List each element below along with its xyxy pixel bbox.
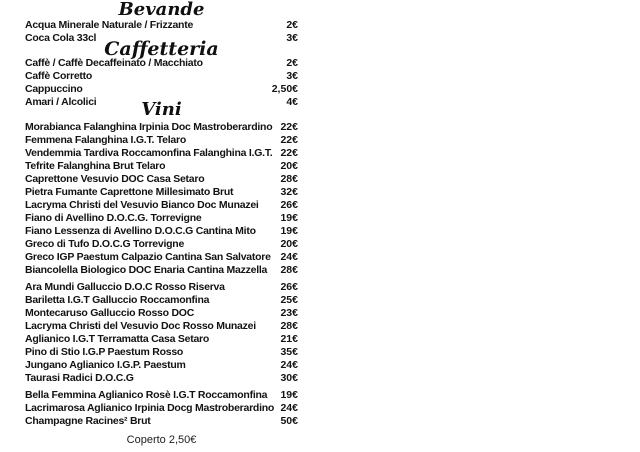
- item-name: Fiano di Avellino D.O.C.G. Torrevigne: [25, 212, 202, 224]
- item-price: 28€: [280, 173, 298, 185]
- menu-item-row: [25, 134, 298, 147]
- item-price: 26€: [280, 281, 298, 293]
- item-price: 24€: [280, 251, 298, 263]
- menu-item-row: [25, 57, 298, 70]
- menu-item-row: [25, 281, 298, 294]
- menu-item-group: [25, 121, 298, 277]
- item-name: Acqua Minerale Naturale / Frizzante: [25, 19, 194, 31]
- menu-item-row: [25, 83, 298, 96]
- item-price: 28€: [280, 264, 298, 276]
- item-name: Lacryma Christi del Vesuvio Bianco Doc Munazei: [25, 199, 259, 211]
- section-title-vini: Vini: [141, 99, 182, 120]
- item-name: Tefrite Falanghina Brut Telaro: [25, 160, 166, 172]
- item-price: 2€: [286, 57, 298, 69]
- item-price: 2,50€: [271, 83, 298, 95]
- menu-item-group: [25, 281, 298, 385]
- menu-item-row: [25, 320, 298, 333]
- item-name: Greco di Tufo D.O.C.G Torrevigne: [25, 238, 185, 250]
- item-price: 30€: [280, 372, 298, 384]
- item-name: Femmena Falanghina I.G.T. Telaro: [25, 134, 187, 146]
- item-name: Fiano Lessenza di Avellino D.O.C.G Cantina Mito: [25, 225, 256, 237]
- menu-item-row: [25, 121, 298, 134]
- menu-item-row: [25, 372, 298, 385]
- menu-item-row: [25, 186, 298, 199]
- menu-item-row: [25, 264, 298, 277]
- drinks-menu: [0, 0, 298, 447]
- item-name: Lacrimarosa Aglianico Irpinia Docg Mastroberardino: [25, 402, 275, 414]
- menu-item-row: [25, 173, 298, 186]
- menu-item-row: [25, 346, 298, 359]
- menu-item-row: [25, 389, 298, 402]
- menu-item-row: [25, 294, 298, 307]
- item-name: Greco IGP Paestum Calpazio Cantina San Salvatore: [25, 251, 271, 263]
- item-price: 26€: [280, 199, 298, 211]
- coperto-note: Coperto 2,50€: [126, 434, 197, 446]
- item-name: Lacryma Christi del Vesuvio Doc Rosso Munazei: [25, 320, 256, 332]
- item-name: Morabianca Falanghina Irpinia Doc Mastroberardino: [25, 121, 273, 133]
- menu-item-row: [25, 199, 298, 212]
- item-price: 25€: [280, 294, 298, 306]
- item-name: Bella Femmina Aglianico Rosè I.G.T Roccamonfina: [25, 389, 268, 401]
- item-price: 24€: [280, 359, 298, 371]
- menu-item-row: [25, 307, 298, 320]
- menu-item-row: [25, 402, 298, 415]
- item-name: Caffè Corretto: [25, 70, 93, 82]
- menu-item-row: [25, 147, 298, 160]
- item-price: 24€: [280, 402, 298, 414]
- item-name: Cappuccino: [25, 83, 83, 95]
- item-price: 2€: [286, 19, 298, 31]
- item-name: Taurasi Radici D.O.C.G: [25, 372, 134, 384]
- item-name: Amari / Alcolici: [25, 96, 97, 108]
- item-price: 28€: [280, 320, 298, 332]
- menu-item-row: [25, 70, 298, 83]
- item-price: 22€: [280, 134, 298, 146]
- item-price: 22€: [280, 147, 298, 159]
- menu-item-row: [25, 160, 298, 173]
- menu-item-row: [25, 359, 298, 372]
- item-price: 3€: [286, 32, 298, 44]
- item-price: 22€: [280, 121, 298, 133]
- item-price: 23€: [280, 307, 298, 319]
- item-name: Caffè / Caffè Decaffeinato / Macchiato: [25, 57, 203, 69]
- item-price: 4€: [286, 96, 298, 108]
- item-name: Biancolella Biologico DOC Enaria Cantina Mazzella: [25, 264, 268, 276]
- menu-item-row: [25, 251, 298, 264]
- item-name: Champagne Racines² Brut: [25, 415, 151, 427]
- item-name: Pino di Stio I.G.P Paestum Rosso: [25, 346, 184, 358]
- section-title-caffetteria: Caffetteria: [104, 38, 219, 60]
- item-price: 19€: [280, 225, 298, 237]
- item-price: 20€: [280, 160, 298, 172]
- item-name: Vendemmia Tardiva Roccamonfina Falanghina I.G.T.: [25, 147, 273, 159]
- item-name: Pietra Fumante Caprettone Millesimato Brut: [25, 186, 234, 198]
- item-price: 19€: [280, 389, 298, 401]
- item-name: Montecaruso Galluccio Rosso DOC: [25, 307, 195, 319]
- item-price: 19€: [280, 212, 298, 224]
- item-price: 20€: [280, 238, 298, 250]
- section-vini: [25, 101, 298, 428]
- item-name: Caprettone Vesuvio DOC Casa Setaro: [25, 173, 205, 185]
- item-price: 21€: [280, 333, 298, 345]
- item-name: Coca Cola 33cl: [25, 32, 97, 44]
- section-items-vini: [25, 121, 298, 428]
- menu-item-row: [25, 415, 298, 428]
- item-price: 32€: [280, 186, 298, 198]
- menu-item-row: [25, 238, 298, 251]
- menu-item-group: [25, 389, 298, 428]
- item-name: Jungano Aglianico I.G.P. Paestum: [25, 359, 186, 371]
- item-price: 35€: [280, 346, 298, 358]
- item-name: Aglianico I.G.T Terramatta Casa Setaro: [25, 333, 210, 345]
- item-name: Ara Mundi Galluccio D.O.C Rosso Riserva: [25, 281, 225, 293]
- menu-item-row: [25, 225, 298, 238]
- menu-item-row: [25, 19, 298, 32]
- menu-item-row: [25, 333, 298, 346]
- section-title-bevande: Bevande: [118, 0, 205, 20]
- menu-item-row: [25, 212, 298, 225]
- item-name: Bariletta I.G.T Galluccio Roccamonfina: [25, 294, 210, 306]
- item-price: 3€: [286, 70, 298, 82]
- item-price: 50€: [280, 415, 298, 427]
